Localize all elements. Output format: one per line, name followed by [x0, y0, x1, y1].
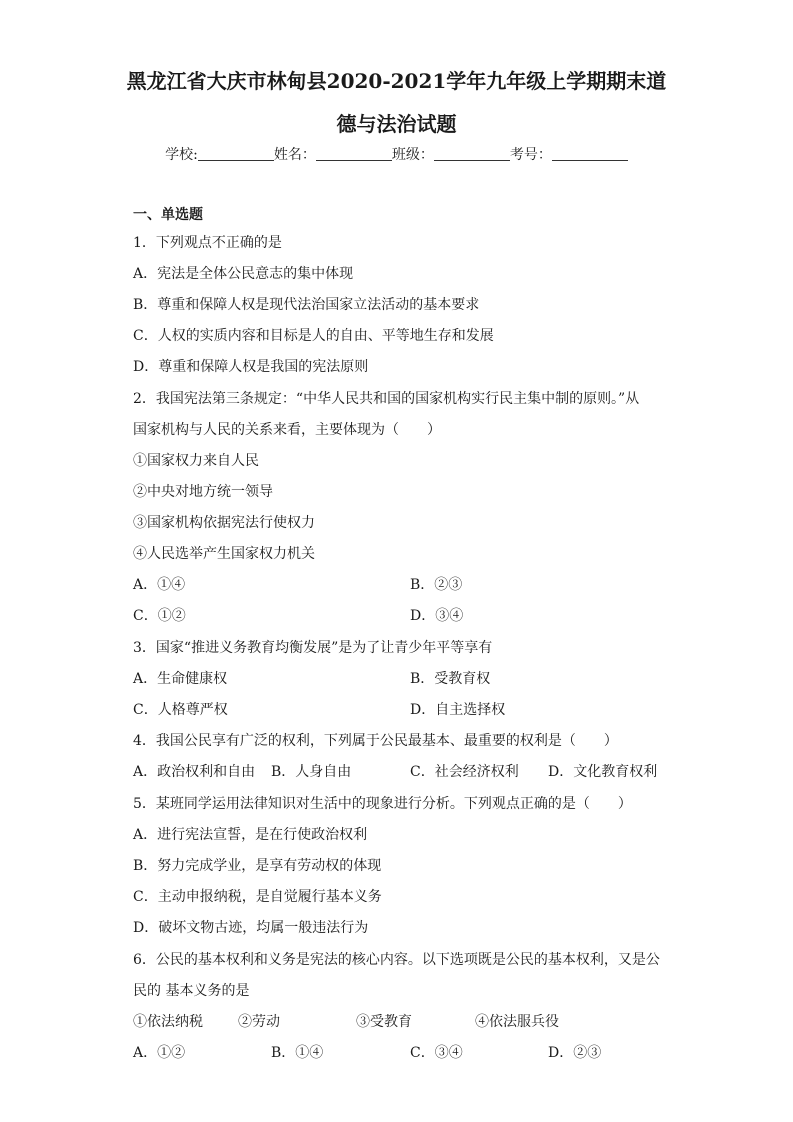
- question-5-stem: 5．某班同学运用法律知识对生活中的现象进行分析。下列观点正确的是（ ）: [133, 796, 632, 812]
- question-6-option-a: A．①②: [133, 1045, 186, 1061]
- class-label: 班级：: [391, 147, 434, 163]
- question-4-stem: 4．我国公民享有广泛的权利，下列属于公民最基本、最重要的权利是（ ）: [133, 733, 618, 749]
- school-blank: [198, 146, 274, 161]
- question-1-option-c: C．人权的实质内容和目标是人的自由、平等地生存和发展: [133, 328, 494, 344]
- question-2-item-2: ②中央对地方统一领导: [133, 484, 273, 500]
- question-5-option-b: B．努力完成学业，是享有劳动权的体现: [133, 858, 382, 874]
- question-5-option-a: A．进行宪法宣誓，是在行使政治权利: [133, 827, 368, 843]
- question-5-option-d: D．破坏文物古迹，均属一般违法行为: [133, 920, 369, 936]
- question-6-item-4: ④依法服兵役: [475, 1014, 559, 1030]
- school-label: 学校:: [165, 147, 198, 163]
- question-6-item-1: ①依法纳税: [133, 1014, 203, 1030]
- question-6-item-3: ③受教育: [356, 1014, 412, 1030]
- question-2-item-1: ①国家权力来自人民: [133, 453, 259, 469]
- question-2-item-4: ④人民选举产生国家权力机关: [133, 546, 315, 562]
- question-4-option-a: A．政治权利和自由: [133, 764, 256, 780]
- question-1-option-a: A．宪法是全体公民意志的集中体现: [133, 266, 354, 282]
- number-blank: [552, 146, 628, 161]
- question-2-stem-line-1: 2．我国宪法第三条规定：“中华人民共和国的国家机构实行民主集中制的原则。”从: [133, 391, 640, 407]
- question-2-option-a: A．①④: [133, 577, 186, 593]
- question-2-item-3: ③国家机构依据宪法行使权力: [133, 515, 315, 531]
- question-1-option-d: D．尊重和保障人权是我国的宪法原则: [133, 359, 369, 375]
- question-2-option-d: D．③④: [410, 608, 464, 624]
- question-6-option-c: C．③④: [410, 1045, 463, 1061]
- question-3-option-d: D．自主选择权: [410, 702, 506, 718]
- student-info-row: [0, 145, 793, 165]
- exam-title-line-1: 黑龙江省大庆市林甸县2020-2021学年九年级上学期期末道: [126, 69, 667, 93]
- question-3-option-b: B．受教育权: [410, 671, 491, 687]
- question-6-stem-line-1: 6．公民的基本权利和义务是宪法的核心内容。以下选项既是公民的基本权利，又是公: [133, 952, 660, 968]
- question-6-option-b: B．①④: [271, 1045, 324, 1061]
- question-2-stem-line-2: 国家机构与人民的关系来看，主要体现为（ ）: [133, 422, 441, 438]
- question-2-option-b: B．②③: [410, 577, 463, 593]
- question-4-option-d: D．文化教育权利: [548, 764, 658, 780]
- question-6-option-d: D．②③: [548, 1045, 602, 1061]
- section-heading: 一、单选题: [133, 207, 203, 223]
- question-6-item-2: ②劳动: [238, 1014, 280, 1030]
- class-blank: [434, 146, 510, 161]
- question-4-option-b: B．人身自由: [271, 764, 352, 780]
- question-1-stem: 1．下列观点不正确的是: [133, 235, 282, 251]
- name-blank: [316, 146, 392, 161]
- question-2-option-c: C．①②: [133, 608, 186, 624]
- number-label: 考号：: [509, 147, 552, 163]
- question-3-option-a: A．生命健康权: [133, 671, 228, 687]
- question-5-option-c: C．主动申报纳税，是自觉履行基本义务: [133, 889, 382, 905]
- question-3-stem: 3．国家“推进义务教育均衡发展”是为了让青少年平等享有: [133, 640, 493, 656]
- exam-title-line-2: 德与法治试题: [336, 112, 457, 136]
- question-3-option-c: C．人格尊严权: [133, 702, 228, 718]
- question-4-option-c: C．社会经济权利: [410, 764, 519, 780]
- question-6-stem-line-2: 民的 基本义务的是: [133, 983, 250, 999]
- question-1-option-b: B．尊重和保障人权是现代法治国家立法活动的基本要求: [133, 297, 480, 313]
- name-label: 姓名：: [273, 147, 316, 163]
